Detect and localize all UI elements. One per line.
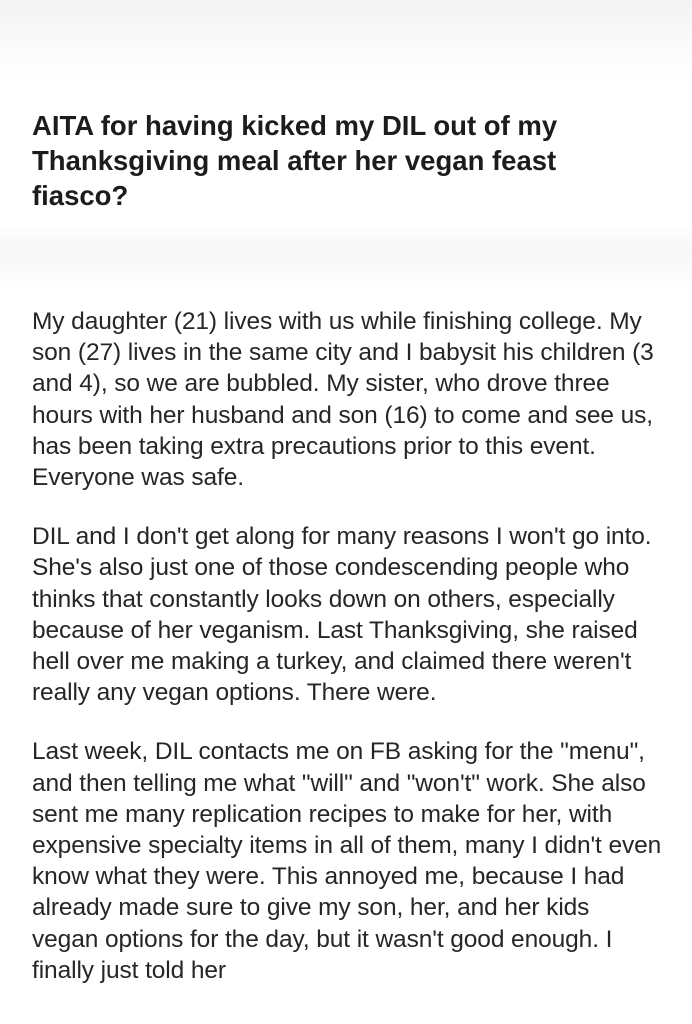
divider-background — [0, 222, 692, 292]
post-paragraph: My daughter (21) lives with us while finishing college. My son (27) lives in the same city and I babysit his children (3 and 4), so we are bubbled. My sister, who drove three hours with her husband and son (16) to come and see us, has been taking extra precautions prior to this event. Everyone was safe. — [32, 308, 654, 492]
post-paragraph: DIL and I don't get along for many reasons I won't go into. She's also just one of those condescending people who thinks that constantly looks down on others, especially because of her veganism. Last Thanksgiving, she raised hell over me making a turkey, and claimed there weren't really any vegan options. There were. — [32, 523, 652, 707]
post-paragraph: Last week, DIL contacts me on FB asking for the "menu", and then telling me what "will" and "won't" work. She also sent me many replication recipes to make for her, with expensive specialty items in all of them, many I didn't even know what they were. This annoyed me, because I had already made sure to give my son, her, and her kids vegan options for the day, but it wasn't good enough. I finally just told her — [32, 738, 662, 984]
top-background — [0, 0, 692, 80]
post-title: AITA for having kicked my DIL out of my Thanksgiving meal after her vegan feast fiasco? — [32, 110, 558, 211]
post-body — [32, 306, 662, 1014]
